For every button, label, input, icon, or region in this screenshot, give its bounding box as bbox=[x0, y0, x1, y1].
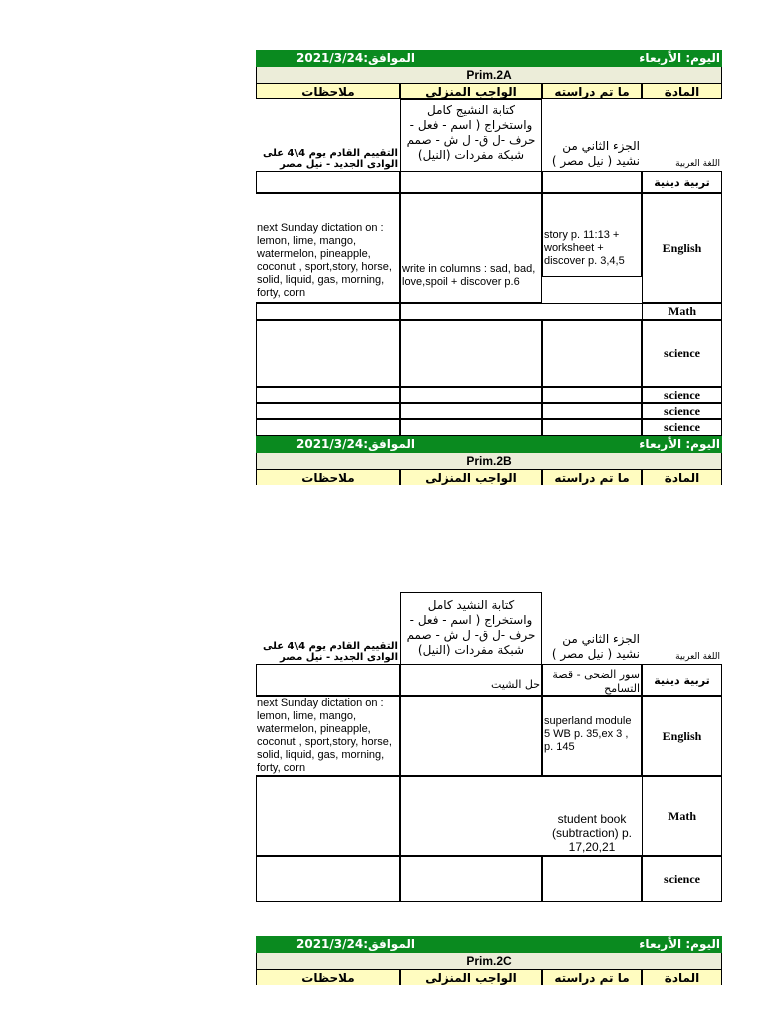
class-title-a: Prim.2A bbox=[256, 67, 722, 83]
science-subject-4: science bbox=[642, 419, 722, 436]
extra-homework-cell bbox=[400, 419, 542, 436]
date-label: الموافق:2021/3/24 bbox=[296, 937, 415, 951]
religion-subject: تربية دينية bbox=[642, 171, 722, 193]
col-homework-header: الواجب المنزلى bbox=[400, 469, 542, 485]
col-studied-header: ما تم دراسته bbox=[542, 969, 642, 985]
religion-subject: تربية دينية bbox=[642, 664, 722, 696]
religion-homework: حل الشيت bbox=[491, 678, 540, 691]
science-homework-cell bbox=[400, 320, 542, 387]
science-subject: science bbox=[642, 856, 722, 902]
math-notes-cell bbox=[256, 303, 400, 320]
science-notes-cell bbox=[256, 856, 400, 902]
arabic-notes: التقييم القادم يوم 4\4 على الوادى الجديد - نيل مصر bbox=[263, 148, 398, 170]
religion-notes-cell bbox=[256, 664, 400, 696]
extra-notes-cell bbox=[256, 419, 400, 436]
extra-studied-cell bbox=[542, 387, 642, 403]
col-subject-header: المادة bbox=[642, 469, 722, 485]
science-subject-3: science bbox=[642, 403, 722, 419]
col-homework-header: الواجب المنزلى bbox=[400, 83, 542, 99]
science-studied-cell bbox=[542, 856, 642, 902]
class-title-b: Prim.2B bbox=[256, 453, 722, 469]
math-studied: student book (subtraction) p. 17,20,21 bbox=[551, 812, 633, 854]
extra-homework-cell bbox=[400, 403, 542, 419]
science-subject-2: science bbox=[642, 387, 722, 403]
english-studied: superland module 5 WB p. 35,ex 3 , p. 145 bbox=[542, 696, 642, 776]
arabic-studied: الجزء الثاني من نشيد ( نيل مصر ) bbox=[551, 632, 640, 661]
religion-studied-cell bbox=[542, 171, 642, 193]
date-label: الموافق:2021/3/24 bbox=[296, 437, 415, 451]
arabic-subject: اللغة العربية bbox=[675, 159, 720, 169]
col-subject-header: المادة bbox=[642, 969, 722, 985]
date-label: الموافق:2021/3/24 bbox=[296, 51, 415, 65]
science-studied-cell bbox=[542, 320, 642, 387]
english-subject: English bbox=[642, 193, 722, 303]
english-notes: next Sunday dictation on : lemon, lime, mango, watermelon, pineapple, coconut , sport,story, horse, solid, liquid, gas, morning, forty, corn bbox=[256, 696, 400, 776]
date-bar-c bbox=[256, 936, 722, 953]
col-studied-header: ما تم دراسته bbox=[542, 469, 642, 485]
day-label: اليوم: الأربعاء bbox=[639, 937, 720, 951]
date-bar-b bbox=[256, 436, 722, 453]
science-notes-cell bbox=[256, 320, 400, 387]
col-notes-header: ملاحظات bbox=[256, 969, 400, 985]
day-label: اليوم: الأربعاء bbox=[639, 437, 720, 451]
english-studied: story p. 11:13 + worksheet + discover p. 3,4,5 bbox=[542, 193, 642, 277]
arabic-homework: كتابة النشيج كامل واستخراج ( اسم - فعل - حرف -ل ق- ل ش - صمم شبكة مفردات (النيل) bbox=[400, 99, 542, 171]
arabic-studied: الجزء الثاني من نشيد ( نيل مصر ) bbox=[551, 139, 640, 168]
english-homework-cell bbox=[400, 696, 542, 776]
day-label: اليوم: الأربعاء bbox=[639, 51, 720, 65]
col-notes-header: ملاحظات bbox=[256, 469, 400, 485]
notes-cell bbox=[256, 592, 400, 664]
english-homework: write in columns : sad, bad, love,spoil + discover p.6 bbox=[400, 193, 542, 303]
math-subject: Math bbox=[642, 303, 722, 320]
arabic-homework: كتابة النشيد كامل واستخراج ( اسم - فعل - حرف -ل ق- ل ش - صمم شبكة مفردات (النيل) bbox=[400, 592, 542, 664]
arabic-notes: التقييم القادم يوم 4\4 على الوادى الجديد - نيل مصر bbox=[263, 641, 398, 663]
studied-cell bbox=[542, 592, 642, 664]
extra-notes-cell bbox=[256, 387, 400, 403]
col-homework-header: الواجب المنزلى bbox=[400, 969, 542, 985]
col-studied-header: ما تم دراسته bbox=[542, 83, 642, 99]
religion-notes-cell bbox=[256, 171, 400, 193]
math-notes-cell bbox=[256, 776, 400, 856]
science-homework-cell bbox=[400, 856, 542, 902]
class-title-c: Prim.2C bbox=[256, 953, 722, 969]
extra-notes-cell bbox=[256, 403, 400, 419]
date-bar-a bbox=[256, 50, 722, 67]
english-subject: English bbox=[642, 696, 722, 776]
english-notes: next Sunday dictation on : lemon, lime, mango, watermelon, pineapple, coconut , sport,story, horse, solid, liquid, gas, morning, forty, corn bbox=[256, 193, 400, 303]
col-subject-header: المادة bbox=[642, 83, 722, 99]
science-subject: science bbox=[642, 320, 722, 387]
religion-homework-cell bbox=[400, 171, 542, 193]
arabic-subject: اللغة العربية bbox=[675, 652, 720, 662]
extra-homework-cell bbox=[400, 387, 542, 403]
extra-studied-cell bbox=[542, 419, 642, 436]
religion-studied: سور الضحى - قصة التسامح bbox=[542, 664, 642, 696]
religion-homework-cell bbox=[400, 664, 542, 696]
studied-cell bbox=[542, 99, 642, 171]
notes-cell bbox=[256, 99, 400, 171]
extra-studied-cell bbox=[542, 403, 642, 419]
math-subject: Math bbox=[642, 776, 722, 856]
col-notes-header: ملاحظات bbox=[256, 83, 400, 99]
